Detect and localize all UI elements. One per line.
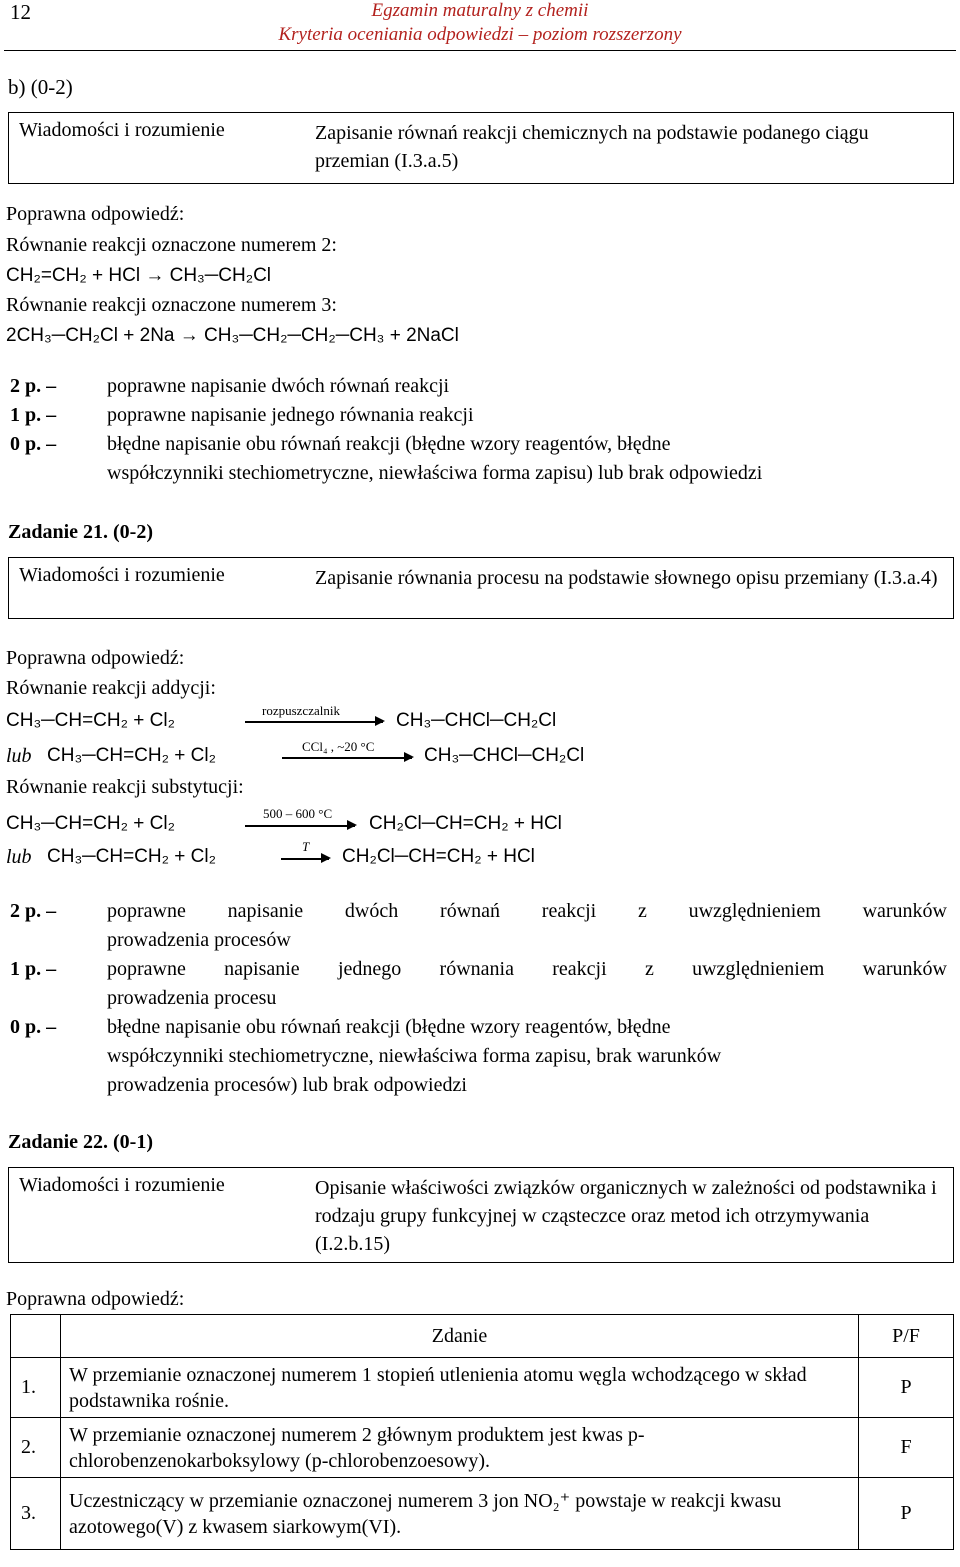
skill-category: Wiadomości i rozumienie — [19, 1174, 225, 1196]
alternative-label: lub — [6, 846, 32, 868]
criterion-text: błędne napisanie obu równań reakcji (błędne wzory reagentów, błędne — [107, 433, 671, 455]
true-false-table — [10, 1314, 954, 1550]
substitution-eq2-products: CH₂Cl─CH=CH₂ + HCl — [342, 846, 535, 867]
reaction-arrow-icon — [245, 825, 355, 827]
addition-label: Równanie reakcji addycji: — [6, 677, 216, 699]
answer-value: F — [859, 1418, 954, 1478]
substitution-eq1-reactants: CH₃─CH=CH₂ + Cl₂ — [6, 813, 175, 834]
part-b-label: b) (0-2) — [8, 75, 73, 99]
eq2-label: Równanie reakcji oznaczone numerem 2: — [6, 234, 337, 256]
criterion-text: poprawne napisanie jednego równania reakcji — [107, 404, 474, 426]
criterion-text-continued: współczynniki stechiometryczne, niewłaściwa forma zapisu) lub brak odpowiedzi — [107, 462, 763, 484]
task-22-title: Zadanie 22. (0-1) — [8, 1131, 153, 1153]
substitution-eq1-condition: 500 – 600 °C — [263, 806, 333, 821]
answer-value: P — [859, 1478, 954, 1550]
row-number: 2. — [11, 1418, 61, 1478]
eq3-formula: 2CH₃─CH₂Cl + 2Na → CH₃─CH₂─CH₂─CH₃ + 2NaCl — [6, 325, 459, 346]
addition-eq2-reactants: CH₃─CH=CH₂ + Cl₂ — [47, 745, 216, 766]
header-subtitle: Kryteria oceniania odpowiedzi – poziom rozszerzony — [278, 24, 682, 45]
statement-text: W przemianie oznaczonej numerem 2 głównym produktem jest kwas p-chlorobenzenokarboksylowy (p-chlorobenzoesowy). — [61, 1418, 859, 1478]
addition-eq1-condition: rozpuszczalnik — [262, 703, 340, 718]
statement-column-header: Zdanie — [61, 1315, 859, 1358]
addition-eq2-condition: CCl₄ , ~20 °C — [302, 739, 375, 754]
correct-answer-label: Poprawna odpowiedź: — [6, 647, 185, 669]
criterion-text-continued: prowadzenia procesów) lub brak odpowiedzi — [107, 1074, 467, 1096]
alternative-label: lub — [6, 745, 32, 767]
criterion-points: 0 p. – — [10, 1016, 57, 1038]
task-21-skill-box — [8, 557, 954, 619]
substitution-eq1-products: CH₂Cl─CH=CH₂ + HCl — [369, 813, 562, 834]
criterion-text: błędne napisanie obu równań reakcji (błędne wzory reagentów, błędne — [107, 1016, 671, 1038]
substitution-label: Równanie reakcji substytucji: — [6, 776, 244, 798]
criterion-text: poprawne napisanie dwóch równań reakcji — [107, 375, 450, 397]
task-21-title: Zadanie 21. (0-2) — [8, 521, 153, 543]
part-b-skill-box — [8, 112, 954, 184]
criterion-points: 2 p. – — [10, 900, 57, 922]
header-title: Egzamin maturalny z chemii — [371, 0, 589, 21]
criterion-text: poprawne napisanie jednego równania reakcji z uwzględnieniem warunków — [107, 958, 947, 980]
statement-text: W przemianie oznaczonej numerem 1 stopień utlenienia atomu węgla wchodzącego w skład podstawnika rośnie. — [61, 1358, 859, 1418]
criterion-text-continued: prowadzenia procesów — [107, 929, 291, 951]
statement-text: Uczestniczący w przemianie oznaczonej numerem 3 jon NO₂⁺ powstaje w reakcji kwasu azotowego(V) z kwasem siarkowym(VI). — [61, 1478, 859, 1550]
table-row — [11, 1358, 954, 1418]
correct-answer-label: Poprawna odpowiedź: — [6, 1288, 185, 1310]
criterion-points: 0 p. – — [10, 433, 57, 455]
correct-answer-label: Poprawna odpowiedź: — [6, 203, 185, 225]
answer-value: P — [859, 1358, 954, 1418]
criterion-text-continued: prowadzenia procesu — [107, 987, 277, 1009]
value-column-header: P/F — [859, 1315, 954, 1358]
substitution-eq2-condition: T — [302, 839, 310, 854]
skill-category: Wiadomości i rozumienie — [19, 564, 225, 586]
skill-description: Zapisanie równania procesu na podstawie słownego opisu przemiany (I.3.a.4) — [315, 567, 938, 589]
skill-description: Zapisanie równań reakcji chemicznych na podstawie podanego ciągu przemian (I.3.a.5) — [315, 122, 869, 172]
criterion-points: 2 p. – — [10, 375, 57, 397]
addition-eq1-products: CH₃─CHCl─CH₂Cl — [396, 710, 557, 731]
row-number: 3. — [11, 1478, 61, 1550]
addition-eq2-products: CH₃─CHCl─CH₂Cl — [424, 745, 585, 766]
addition-eq1-reactants: CH₃─CH=CH₂ + Cl₂ — [6, 710, 175, 731]
substitution-eq2-reactants: CH₃─CH=CH₂ + Cl₂ — [47, 846, 216, 867]
page-number: 12 — [10, 0, 31, 24]
header-divider — [4, 50, 956, 51]
criterion-text-continued: współczynniki stechiometryczne, niewłaściwa forma zapisu, brak warunków — [107, 1045, 722, 1067]
reaction-arrow-icon — [245, 721, 383, 723]
reaction-arrow-icon — [282, 757, 412, 759]
table-row — [11, 1418, 954, 1478]
skill-description: Opisanie właściwości związków organicznych w zależności od podstawnika i rodzaju grupy funkcyjnej w cząsteczce oraz metod ich otrzymywania (I.2.b.15) — [315, 1177, 937, 1255]
criterion-points: 1 p. – — [10, 958, 57, 980]
eq3-label: Równanie reakcji oznaczone numerem 3: — [6, 294, 337, 316]
criterion-points: 1 p. – — [10, 404, 57, 426]
table-header-row — [11, 1315, 954, 1358]
task-22-skill-box — [8, 1167, 954, 1263]
reaction-arrow-icon — [281, 858, 329, 860]
row-number: 1. — [11, 1358, 61, 1418]
eq2-formula: CH₂=CH₂ + HCl → CH₃─CH₂Cl — [6, 265, 272, 286]
criterion-text: poprawne napisanie dwóch równań reakcji z uwzględnieniem warunków — [107, 900, 947, 922]
table-row — [11, 1478, 954, 1550]
skill-category: Wiadomości i rozumienie — [19, 119, 225, 141]
